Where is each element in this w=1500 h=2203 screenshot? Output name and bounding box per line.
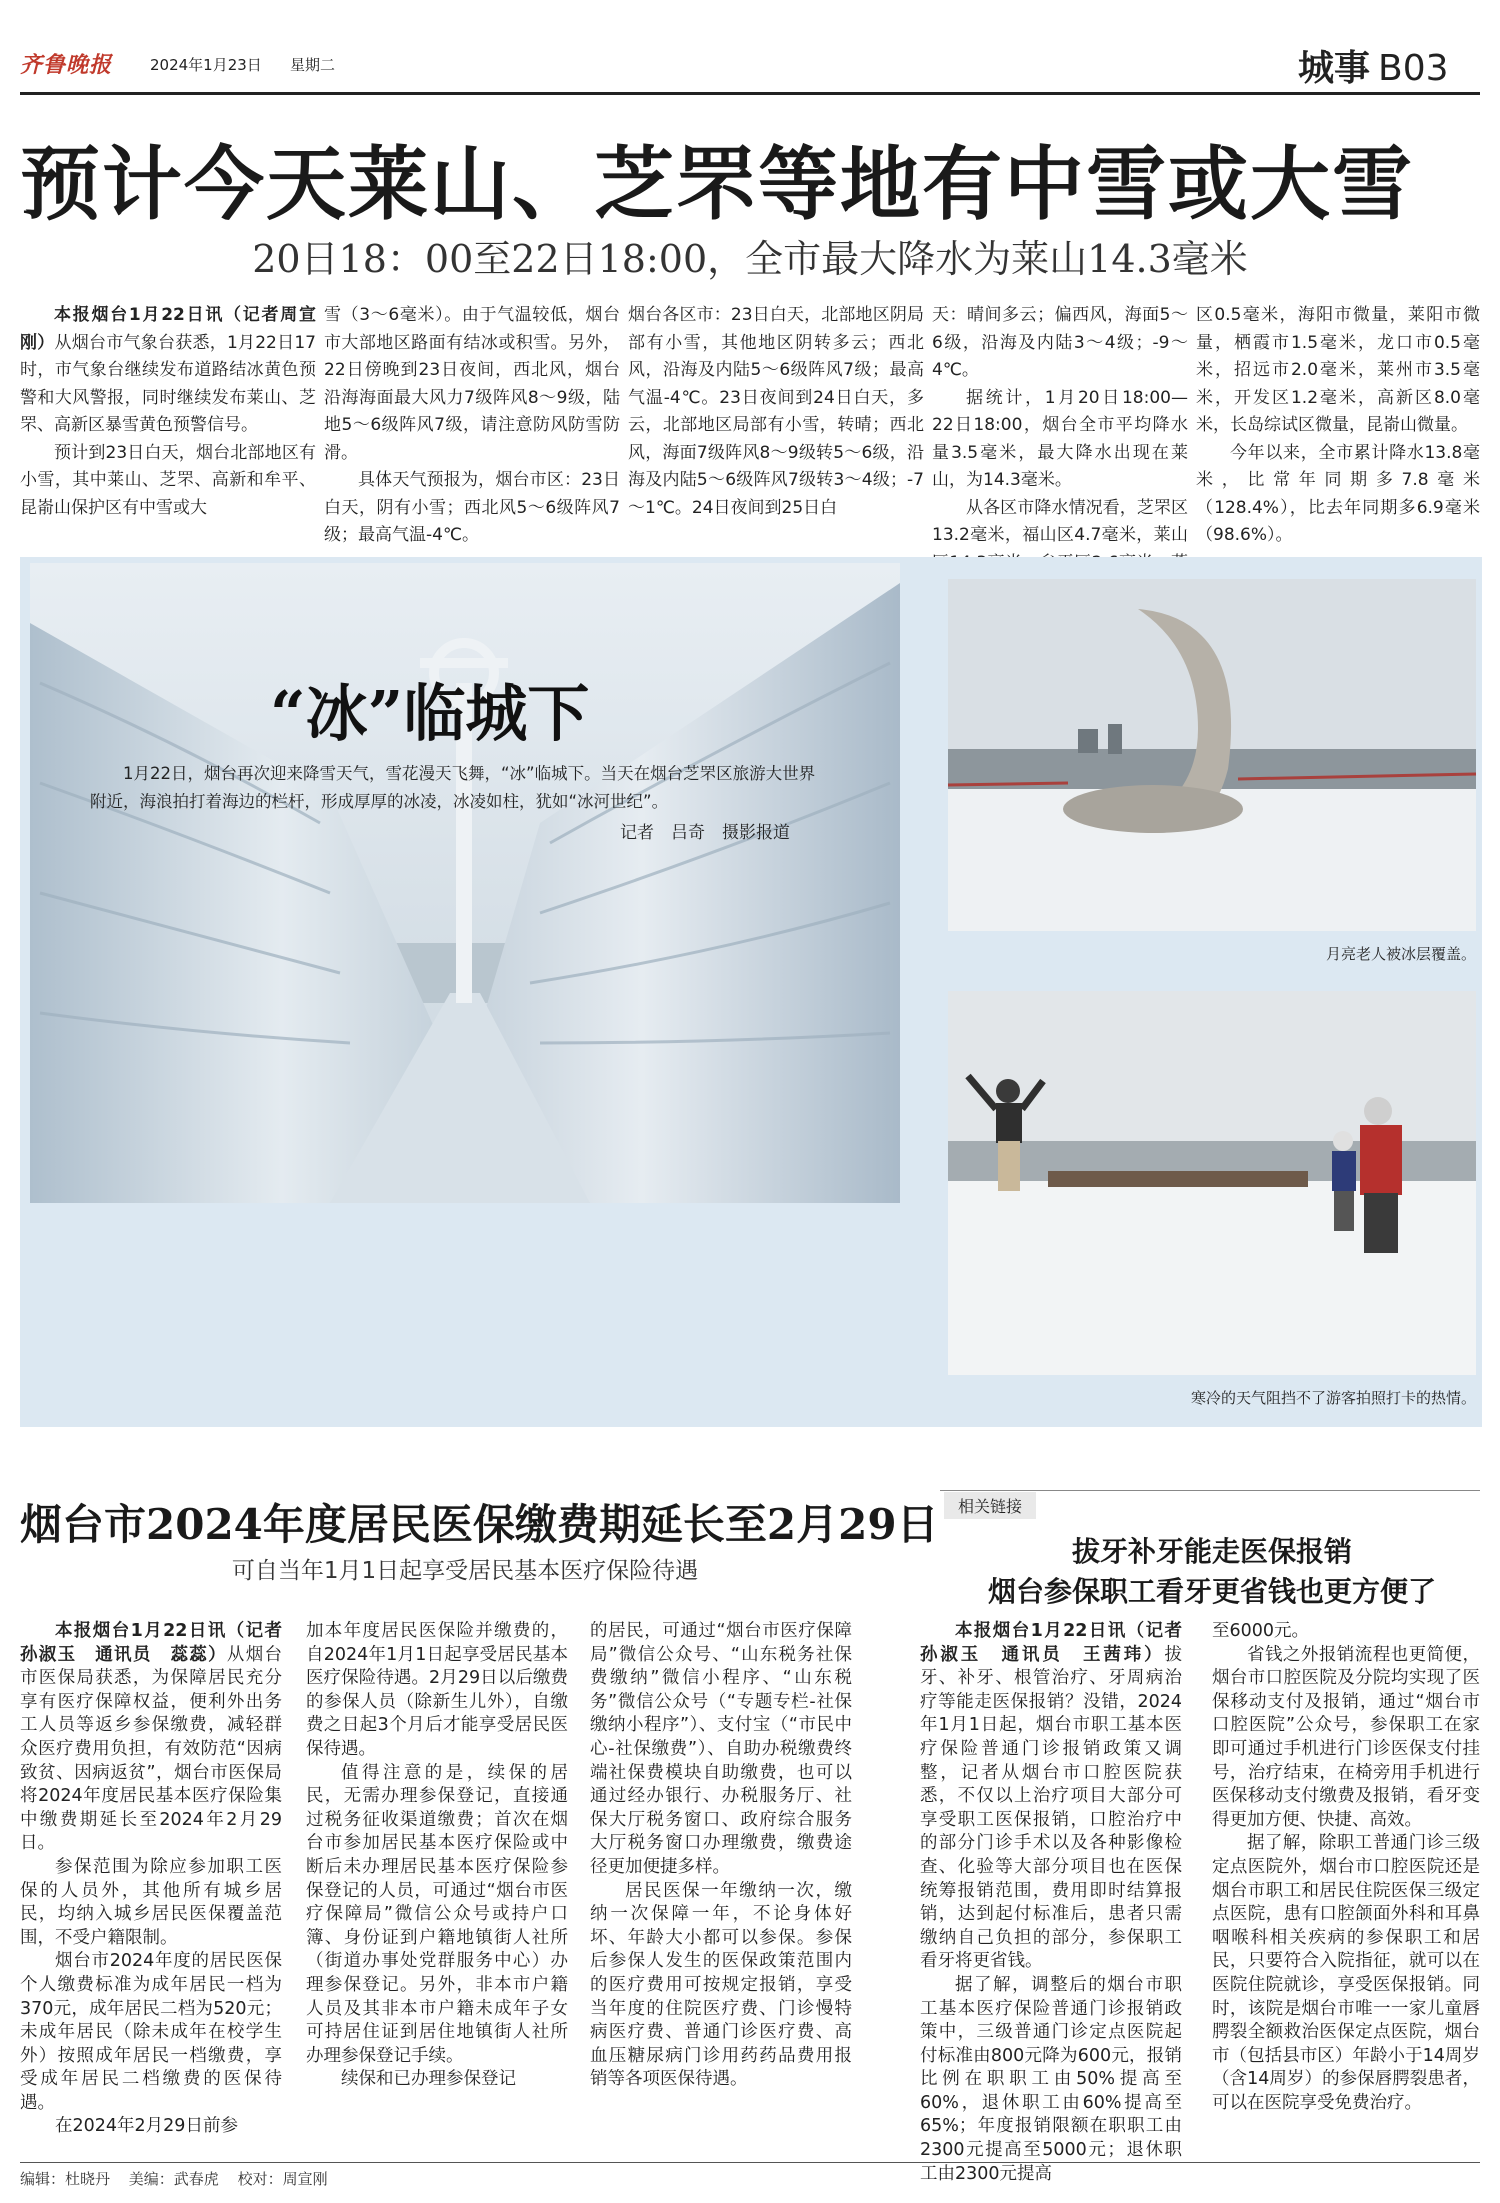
related-headline-1: 拔牙补牙能走医保报销 (1071, 1535, 1352, 1568)
related-paragraph: 省钱之外报销流程也更简便，烟台市口腔医院及分院均实现了医保移动支付及报销，通过“烟台市口腔医院”公众号，参保职工在家即可通过手机进行门诊医保支付挂号，治疗结束，在椅旁用手机进行医保移动支付缴费及报销，看牙变得更加方便、快捷、高效。 (1212, 1644, 1480, 1830)
article2-paragraph: 加本年度居民医保险并缴费的，自2024年1月1日起享受居民基本医疗保险待遇。2月29日以后缴费的参保人员（除新生儿外），自缴费之日起3个月后才能享受居民医保待遇。 (306, 1621, 568, 1759)
lead-paragraph: 今年以来，全市累计降水13.8毫米，比常年同期多7.8毫米（128.4%），比去年同期多6.9毫米（98.6%）。 (1196, 442, 1480, 545)
related-paragraph: 据了解，除职工普通门诊三级定点医院外，烟台市口腔医院还是烟台市职工和居民住院医保三级定点医院，患有口腔颌面外科和耳鼻咽喉科相关疾病的参保职工和居民，只要符合入院指征，就可以在医院住院就诊，享受医保报销。同时，该院是烟台市唯一一家儿童唇腭裂全额救治医保定点医院，烟台市（包括县市区）年龄小于14周岁（含14周岁）的参保唇腭裂患者，可以在医院享受免费治疗。 (1212, 1833, 1480, 2113)
lead-paragraph: 雪（3～6毫米）。由于气温较低，烟台市大部地区路面有结冰或积雪。另外，22日傍晚到23日夜间，西北风，烟台沿海海面最大风力7级阵风8～9级，陆地5～6级阵风7级，请注意防风防雪防滑。 (324, 305, 620, 463)
moon-sculpture-photo (948, 579, 1476, 931)
article2-paragraph: 的居民，可通过“烟台市医疗保障局”微信公众号、“山东税务社保费缴纳”微信小程序、“山东税务”微信公众号（“专题专栏-社保缴纳小程序”）、支付宝（“市民中心-社保缴费”）、自助办税缴费终端社保费模块自助缴费，也可以通过经办银行、办税服务厅、社保大厅税务窗口、政府综合服务大厅税务窗口办理缴费，缴费途径更加便捷多样。 (590, 1621, 852, 1877)
header-rule (20, 92, 1480, 95)
related-headline-2: 烟台参保职工看牙更省钱也更方便了 (987, 1575, 1436, 1608)
tourists-image (948, 991, 1476, 1375)
related-column-2 (1212, 1620, 1480, 2150)
footer-credits (20, 2168, 342, 2189)
tourists-photo (948, 991, 1476, 1375)
section-name: 城事 (1298, 48, 1371, 89)
lead-paragraph: 天：晴间多云；偏西风，海面5～6级，沿海及内陆3～4级；-9～4℃。 (932, 305, 1188, 380)
section-label (1298, 40, 1449, 91)
article2-subhead: 可自当年1月1日起享受居民基本医疗保险待遇 (231, 1558, 699, 1584)
article2-column-3 (590, 1620, 852, 2150)
lead-subhead: 20日18：00至22日18:00，全市最大降水为莱山14.3毫米 (252, 237, 1248, 281)
lead-paragraph: 据统计，1月20日18:00—22日18:00，烟台全市平均降水量3.5毫米，最大降水出现在莱山，为14.3毫米。 (932, 387, 1188, 490)
lead-paragraph: 预计到23日白天，烟台北部地区有小雪，其中莱山、芝罘、高新和牟平、昆嵛山保护区有中雪或大 (20, 442, 316, 518)
tourists-caption: 寒冷的天气阻挡不了游客拍照打卡的热情。 (1190, 1389, 1476, 1407)
related-divider (940, 1490, 1480, 1491)
article2-paragraph: 参保范围为除应参加职工医保的人员外，其他所有城乡居民，均纳入城乡居民医保覆盖范围，不受户籍限制。 (20, 1856, 282, 1948)
photo-feature-panel (20, 557, 1482, 1427)
lead-paragraph: 具体天气预报为，烟台市区：23日白天，阴有小雪；西北风5～6级阵风7级；最高气温-4℃。 (324, 470, 620, 545)
icy-pier-photo (30, 563, 900, 1203)
masthead-logo: 齐鲁晚报 (20, 52, 113, 78)
lead-paragraph: 从烟台市气象台获悉，1月22日17时，市气象台继续发布道路结冰黄色预警和大风警报，同时继续发布莱山、芝罘、高新区暴雪黄色预警信号。 (20, 332, 316, 435)
moon-sculpture-image (948, 579, 1476, 931)
issue-date: 2024年1月23日 (150, 56, 262, 74)
lead-paragraph: 从各区市降水情况看，芝罘区13.2毫米，福山区4.7毫米，莱山 (932, 497, 1188, 545)
footer-designer: 美编：武春虎 (128, 2170, 219, 2188)
footer-editor: 编辑：杜晓丹 (20, 2170, 111, 2188)
lead-paragraph: 区0.5毫米，海阳市微量，莱阳市微量，栖霞市1.5毫米，龙口市0.5毫米，招远市2.0毫米，莱州市3.5毫米，开发区1.2毫米，高新区8.0毫米，长岛综试区微量，昆嵛山微量。 (1196, 305, 1480, 435)
lead-column-4 (932, 302, 1188, 545)
related-paragraph: 拔牙、补牙、根管治疗、牙周病治疗等能走医保报销？没错，2024年1月1日起，烟台市职工基本医疗保险普通门诊报销政策又调整，记者从烟台市口腔医院获悉，不仅以上治疗项目大部分可享受职工医保报销，口腔治疗中的部分门诊手术以及各种影像检查、化验等大部分项目也在医保统筹报销范围，费用即时结算报销，达到起付标准后，患者只需缴纳自己负担的部分，参保职工看牙将更省钱。 (920, 1644, 1182, 1972)
article2-byline: 本报烟台1月22日讯（记者孙淑玉 通讯员 蕊蕊） (20, 1621, 282, 1665)
page-number: B03 (1378, 48, 1449, 89)
article2-paragraph: 从烟台市医保局获悉，为保障居民充分享有医疗保障权益，便利外出务工人员等返乡参保缴费，减轻群众医疗费用负担，有效防范“因病致贫、因病返贫”，烟台市医保局将2024年度居民基本医疗保险集中缴费期延长至2024年2月29日。 (20, 1644, 283, 1854)
moon-caption: 月亮老人被冰层覆盖。 (1325, 945, 1476, 963)
issue-weekday: 星期二 (290, 56, 336, 74)
lead-byline: 本报烟台1月22日讯（记者周宣刚） (20, 305, 316, 353)
feature-title: “冰”临城下 (270, 677, 590, 750)
related-byline: 本报烟台1月22日讯（记者 孙淑玉 通讯员 王茜玮） (920, 1621, 1200, 1665)
related-column-1 (920, 1620, 1200, 2184)
footer-rule (20, 2162, 1480, 2163)
article2-paragraph: 续保和已办理参保登记 (341, 2069, 516, 2090)
article2-column-1 (20, 1620, 282, 2150)
feature-text: 1月22日，烟台再次迎来降雪天气，雪花漫天飞舞，“冰”临城下。当天在烟台芝罘区旅游大世界附近，海浪拍打着海边的栏杆，形成厚厚的冰凌，冰凌如柱，犹如“冰河世纪”。 (90, 764, 816, 811)
footer-proof: 校对：周宣刚 (237, 2170, 328, 2188)
article2-headline: 烟台市2024年度居民医保缴费期延长至2月29日 (20, 1500, 939, 1549)
article2-paragraph: 烟台市2024年度的居民医保个人缴费标准为成年居民一档为370元，成年居民二档为520元；未成年居民（除未成年在校学生外）按照成年居民一档缴费，享受成年居民二档缴费的医保待遇。 (20, 1951, 282, 2113)
article2-paragraph: 居民医保一年缴纳一次，缴纳一次保障一年，不论身体好坏、年龄大小都可以参保。参保后参保人发生的医保政策范围内的医疗费用可按规定报销，享受当年度的住院医疗费、门诊慢特病医疗费、普通门诊医疗费、高血压糖尿病门诊用药药品费用报销等各项医保待遇。 (590, 1880, 852, 2090)
article2-paragraph: 值得注意的是，续保的居民，无需办理参保登记，直接通过税务征收渠道缴费；首次在烟台市参加居民基本医疗保险或中断后未办理居民基本医疗保险参保登记的人员，可通过“烟台市医疗保障局”微信公众号或持户口簿、身份证到户籍地镇街人社所（街道办事处党群服务中心）办理参保登记。另外，非本市户籍人员及其非本市户籍未成年子女可持居住证到居住地镇街人社所办理参保登记手续。 (306, 1762, 568, 2066)
article2-paragraph: 在2024年2月29日前参 (55, 2116, 238, 2137)
related-paragraph: 至6000元。 (1212, 1621, 1310, 1641)
lead-paragraph: 烟台各区市：23日白天，北部地区阴局部有小雪，其他地区阴转多云；西北风，沿海及内陆5～6级阵风7级；最高气温-4℃。23日夜间到24日白天，多云，北部地区局部有小雪，转晴；西北风，海面7级阵风8～9级转5～6级，沿海及内陆5～6级阵风7级转3～4级；-7～1℃。24日夜间到25日白 (628, 305, 924, 518)
article2-column-2 (306, 1620, 568, 2150)
lead-column-2 (324, 302, 620, 545)
related-paragraph: 据了解，调整后的烟台市职工基本医疗保险普通门诊报销政策中，三级普通门诊定点医院起付标准由800元降为600元，报销比例在职职工由50%提高至60%，退休职工由60%提高至65%；年度报销限额在职职工由2300元提高至5000元；退休职工由2300元提高 (920, 1974, 1182, 2184)
lead-column-3 (628, 302, 924, 522)
related-tag: 相关链接 (944, 1492, 1036, 1519)
lead-headline: 预计今天莱山、芝罘等地有中雪或大雪 (20, 137, 1414, 231)
lead-column-1 (20, 302, 316, 522)
lead-column-5 (1196, 302, 1480, 545)
feature-credit: 记者 吕奇 摄影报道 (620, 823, 790, 843)
icy-pier-image (30, 563, 900, 1203)
